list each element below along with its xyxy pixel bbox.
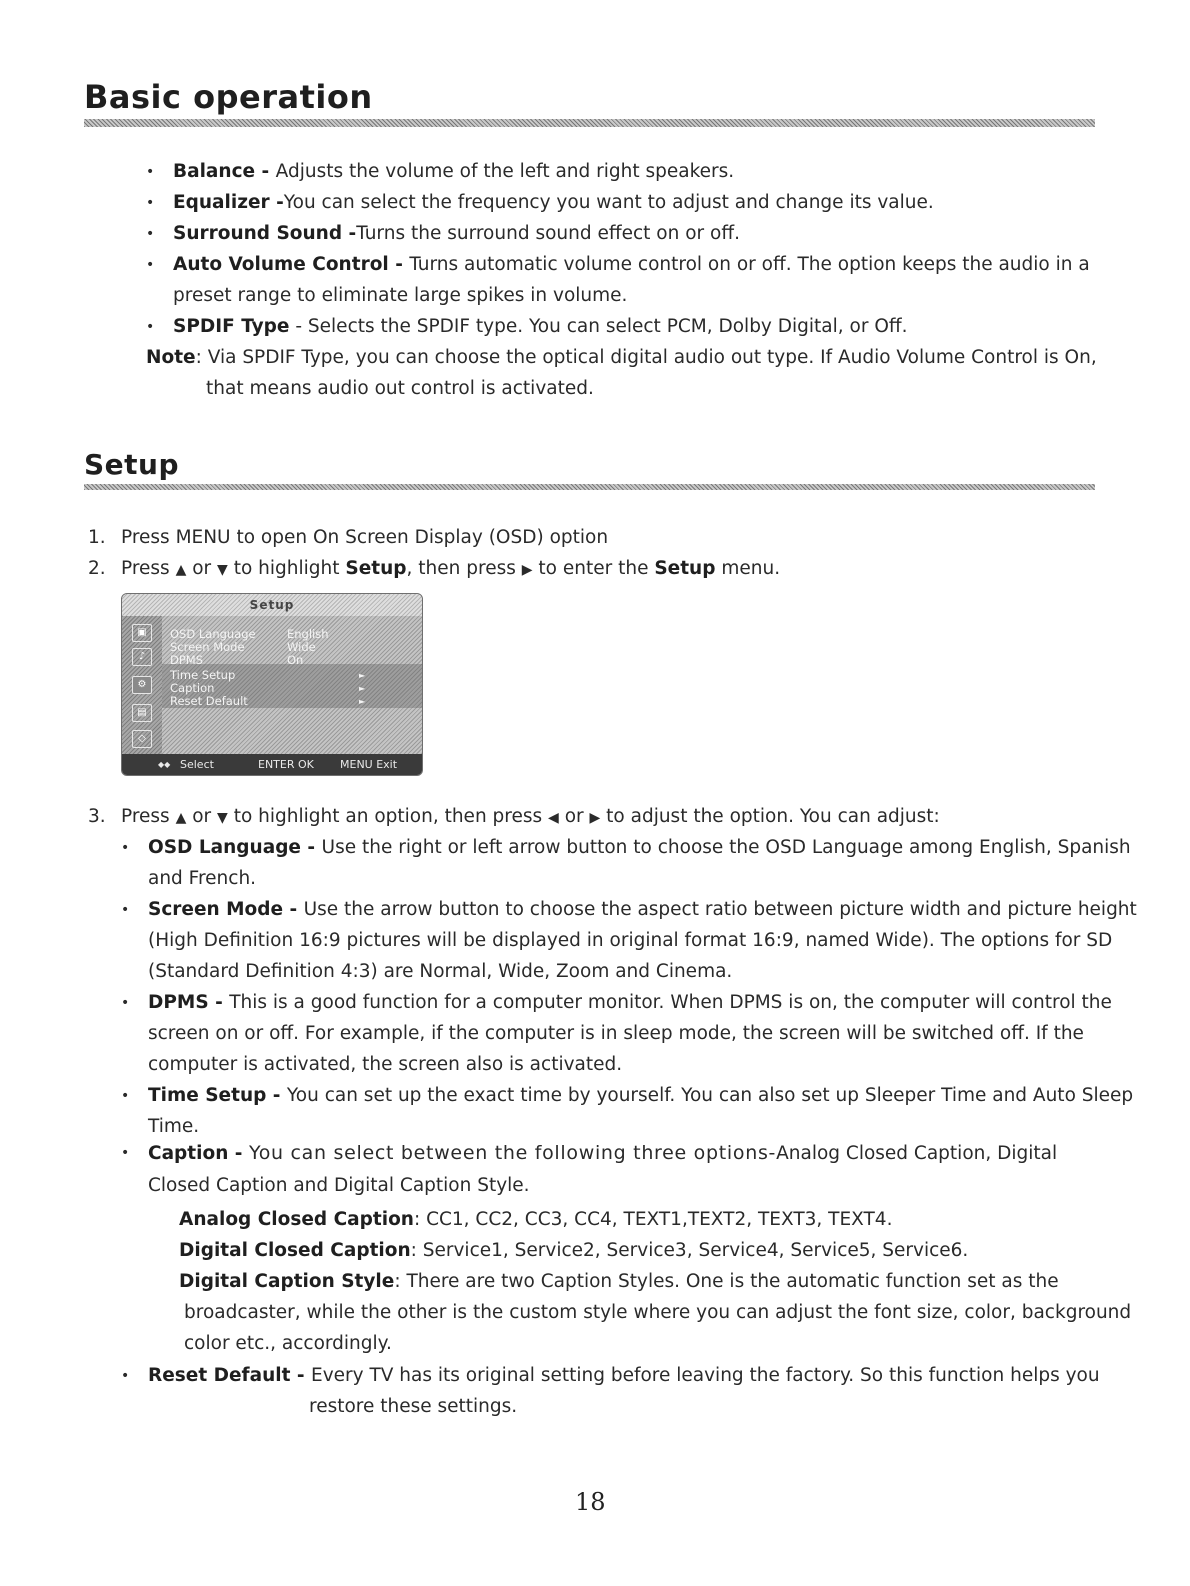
right-arrow-icon: ▶ [521, 562, 533, 578]
dpms-cont: screen on or off. For example, if the computer is in sleep mode, the screen will be switched off. If the [148, 1023, 1084, 1044]
osd-row-label: Screen Mode [170, 640, 245, 654]
note-cont: that means audio out control is activated. [206, 378, 594, 399]
screen-mode-cont: (High Definition 16:9 pictures will be displayed in original format 16:9, named Wide). The options for SD [148, 930, 1113, 951]
left-arrow-icon: ◀ [548, 810, 559, 826]
osd-footer [122, 754, 422, 775]
page-number: 18 [575, 1488, 606, 1516]
down-arrow-icon: ▼ [217, 810, 228, 826]
osd-footer-select: Select [180, 758, 214, 771]
bullet: • [146, 226, 155, 242]
osd-row-label: DPMS [170, 653, 204, 667]
lock-icon: ▤ [132, 704, 152, 722]
osd-sidebar [122, 616, 162, 754]
bullet: • [121, 1368, 130, 1384]
step-number: 2. [88, 558, 106, 579]
screen-mode-cont: (Standard Definition 4:3) are Normal, Wide, Zoom and Cinema. [148, 961, 733, 982]
auto-volume-item: Auto Volume Control - Turns automatic volume control on or off. The option keeps the audio in a [173, 254, 1090, 275]
title-rule [84, 484, 1095, 490]
bullet: • [146, 164, 155, 180]
step-1: Press MENU to open On Screen Display (OSD) option [121, 527, 609, 548]
analog-closed-caption: Analog Closed Caption: CC1, CC2, CC3, CC4, TEXT1,TEXT2, TEXT3, TEXT4. [179, 1209, 893, 1230]
step-3: Press ▲ or ▼ to highlight an option, then press ◀ or ▶ to adjust the option. You can adjust: [121, 806, 940, 827]
equalizer-item: Equalizer -You can select the frequency you want to adjust and change its value. [173, 192, 934, 213]
osd-row-value: English [287, 627, 329, 641]
osd-row-value: Wide [287, 640, 316, 654]
osd-arrow-icon: ► [359, 697, 366, 706]
surround-sound-item: Surround Sound -Turns the surround sound effect on or off. [173, 223, 740, 244]
balance-item: Balance - Adjusts the volume of the left and right speakers. [173, 161, 735, 182]
down-arrow-icon: ▼ [217, 562, 228, 578]
osd-row-value: On [287, 653, 304, 667]
time-setup-item: Time Setup - You can set up the exact time by yourself. You can also set up Sleeper Time and Auto Sleep [148, 1085, 1134, 1106]
step-number: 3. [88, 806, 106, 827]
caption-item: Caption - You can select between the following three options-Analog Closed Caption, Digital [148, 1142, 1058, 1164]
bullet: • [146, 257, 155, 273]
picture-icon: ▣ [132, 624, 152, 642]
section-title-basic-operation: Basic operation [84, 78, 373, 116]
auto-volume-item-cont: preset range to eliminate large spikes in volume. [173, 285, 628, 306]
bullet: • [121, 1088, 130, 1104]
dpms-item: DPMS - This is a good function for a computer monitor. When DPMS is on, the computer will control the [148, 992, 1112, 1013]
bullet: • [121, 840, 130, 856]
digital-caption-style-cont: broadcaster, while the other is the custom style where you can adjust the font size, color, background [184, 1302, 1132, 1323]
osd-language-cont: and French. [148, 868, 257, 889]
osd-nav-icon: ◆◆ [158, 760, 171, 769]
bullet: • [146, 195, 155, 211]
osd-row-label: Reset Default [170, 694, 248, 708]
digital-caption-style: Digital Caption Style: There are two Caption Styles. One is the automatic function set as the [179, 1271, 1059, 1292]
osd-row-label: OSD Language [170, 627, 256, 641]
step-number: 1. [88, 527, 106, 548]
channel-icon: ◇ [132, 730, 152, 748]
bullet: • [121, 995, 130, 1011]
note: Note: Via SPDIF Type, you can choose the optical digital audio out type. If Audio Volume Control is On, [146, 347, 1097, 368]
title-rule [84, 119, 1095, 127]
spdif-type-item: SPDIF Type - Selects the SPDIF type. You can select PCM, Dolby Digital, or Off. [173, 316, 908, 337]
digital-closed-caption: Digital Closed Caption: Service1, Service2, Service3, Service4, Service5, Service6. [179, 1240, 969, 1261]
osd-row-label: Caption [170, 681, 215, 695]
sound-icon: ♪ [132, 648, 152, 666]
setup-icon: ⚙ [132, 676, 152, 694]
osd-title: Setup [122, 594, 422, 616]
time-setup-cont: Time. [148, 1116, 200, 1137]
osd-arrow-icon: ► [359, 671, 366, 680]
step-2: Press ▲ or ▼ to highlight Setup, then press ▶ to enter the Setup menu. [121, 558, 781, 579]
osd-setup-menu-screenshot [121, 593, 423, 776]
bullet: • [121, 1145, 130, 1161]
section-title-setup: Setup [84, 448, 180, 481]
bullet: • [121, 902, 130, 918]
reset-default-item: Reset Default - Every TV has its original setting before leaving the factory. So this function helps you [148, 1365, 1100, 1386]
up-arrow-icon: ▲ [175, 810, 187, 826]
dpms-cont: computer is activated, the screen also is activated. [148, 1054, 623, 1075]
right-arrow-icon: ▶ [589, 810, 601, 826]
osd-footer-menu: MENU Exit [340, 758, 398, 771]
reset-default-cont: restore these settings. [309, 1396, 518, 1417]
osd-row-label: Time Setup [170, 668, 236, 682]
osd-arrow-icon: ► [359, 684, 366, 693]
up-arrow-icon: ▲ [175, 562, 187, 578]
digital-caption-style-cont: color etc., accordingly. [184, 1333, 392, 1354]
caption-cont: Closed Caption and Digital Caption Style. [148, 1175, 530, 1196]
osd-footer-enter: ENTER OK [258, 758, 314, 771]
bullet: • [146, 319, 155, 335]
screen-mode-item: Screen Mode - Use the arrow button to choose the aspect ratio between picture width and picture height [148, 899, 1137, 920]
osd-language-item: OSD Language - Use the right or left arrow button to choose the OSD Language among English, Spanish [148, 837, 1131, 858]
